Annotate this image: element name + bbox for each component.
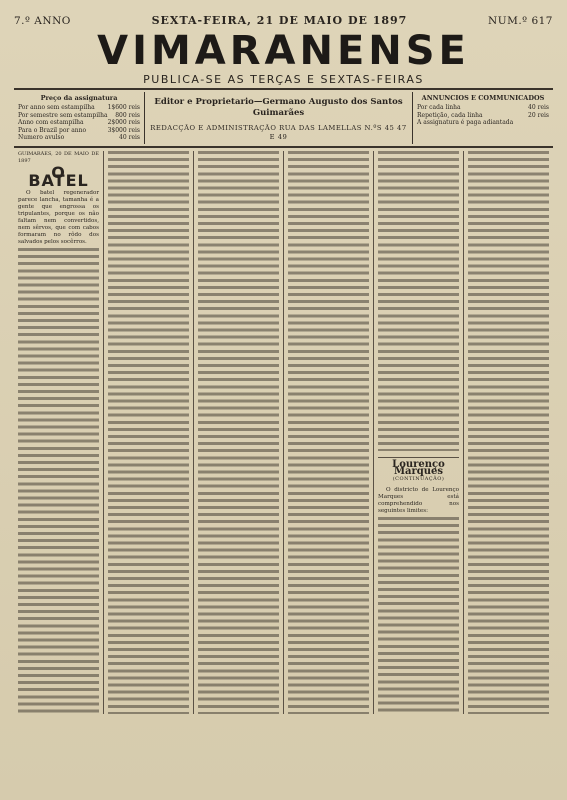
column-6: [464, 151, 553, 714]
article-headline-lourenco: Lourenço Marques: [378, 457, 459, 475]
subscription-row: [18, 104, 140, 112]
subscription-row: [18, 119, 140, 127]
subscription-row: [18, 112, 140, 120]
dateline: GUIMARÃES, 20 DE MAIO DE 1897: [18, 151, 99, 165]
row-value: 40 reis: [119, 134, 140, 142]
row-label: Para o Brazil por anno: [18, 126, 87, 134]
article-headline-batel: O BATEL: [28, 163, 89, 190]
ads-title: ANNUNCIOS E COMMUNICADOS: [421, 94, 545, 102]
column-3: [194, 151, 284, 714]
row-value: 2$000 reis: [107, 119, 140, 127]
ads-row: [417, 104, 549, 112]
text-block: [108, 151, 189, 714]
info-band: [14, 92, 553, 144]
issue-date: SEXTA-FEIRA, 21 DE MAIO DE 1897: [151, 14, 408, 27]
row-label: Por semestre sem estampilha: [18, 111, 108, 119]
column-4: [284, 151, 374, 714]
row-label: Por cada linha: [417, 104, 461, 112]
masthead-title: VIMARANENSE: [97, 28, 470, 74]
row-label: Numero avulso: [18, 134, 65, 142]
row-value: 3$000 reis: [107, 126, 140, 134]
ads-row: [417, 112, 549, 120]
text-block: [18, 248, 99, 714]
row-value: 40 reis: [528, 104, 549, 112]
row-label: Repetição, cada linha: [417, 111, 483, 119]
row-label: Por anno sem estampilha: [18, 104, 95, 112]
redaction-line: REDACÇÃO E ADMINISTRAÇÃO RUA DAS LAMELLAS N.ºS 45 47 E 49: [150, 124, 407, 141]
column-5: [374, 151, 464, 714]
editor-line: Editor e Proprietario—Germano Augusto dos Santos Guimarães: [154, 97, 403, 118]
column-1: [14, 151, 104, 714]
article-paragraph: O districto de Lourenço Marques está comprehendido nos seguintes limites:: [378, 486, 459, 514]
row-label: Anno com estampilha: [18, 119, 84, 127]
ads-box: [413, 92, 553, 144]
subscription-row: [18, 134, 140, 142]
subscription-title: Preço da assignatura: [40, 94, 118, 102]
text-block: [288, 151, 369, 714]
text-block: [468, 151, 549, 714]
editorial-box: [144, 92, 413, 144]
divider: [14, 88, 553, 90]
text-block: [378, 517, 459, 714]
issue-number: NUM.º 617: [488, 15, 553, 27]
ads-row: [417, 119, 549, 127]
issue-year: 7.º ANNO: [14, 15, 71, 27]
subscription-row: [18, 127, 140, 135]
article-columns: [14, 151, 553, 714]
row-value: 20 reis: [528, 111, 549, 119]
row-value: 800 reis: [115, 111, 140, 119]
masthead-subtitle: PUBLICA-SE AS TERÇAS E SEXTAS-FEIRAS: [143, 73, 424, 86]
divider: [14, 146, 553, 148]
text-block: [198, 151, 279, 714]
text-block: [378, 151, 459, 451]
row-label: A assignatura é paga adiantada: [417, 119, 514, 127]
column-2: [104, 151, 194, 714]
article-paragraph: O batel regenerador parece lancha, tamanha é a gente que engrossa os tripulantes, porque os não faltam nem convertidos, nem sêrvos, que com cabos formaram no rôdo dos salvados pelos socêrros.: [18, 189, 99, 246]
continuation-tag: (CONTINUAÇÃO): [392, 476, 445, 483]
top-line: [14, 14, 553, 27]
subscription-box: [14, 92, 144, 144]
row-value: 1$600 reis: [107, 104, 140, 112]
